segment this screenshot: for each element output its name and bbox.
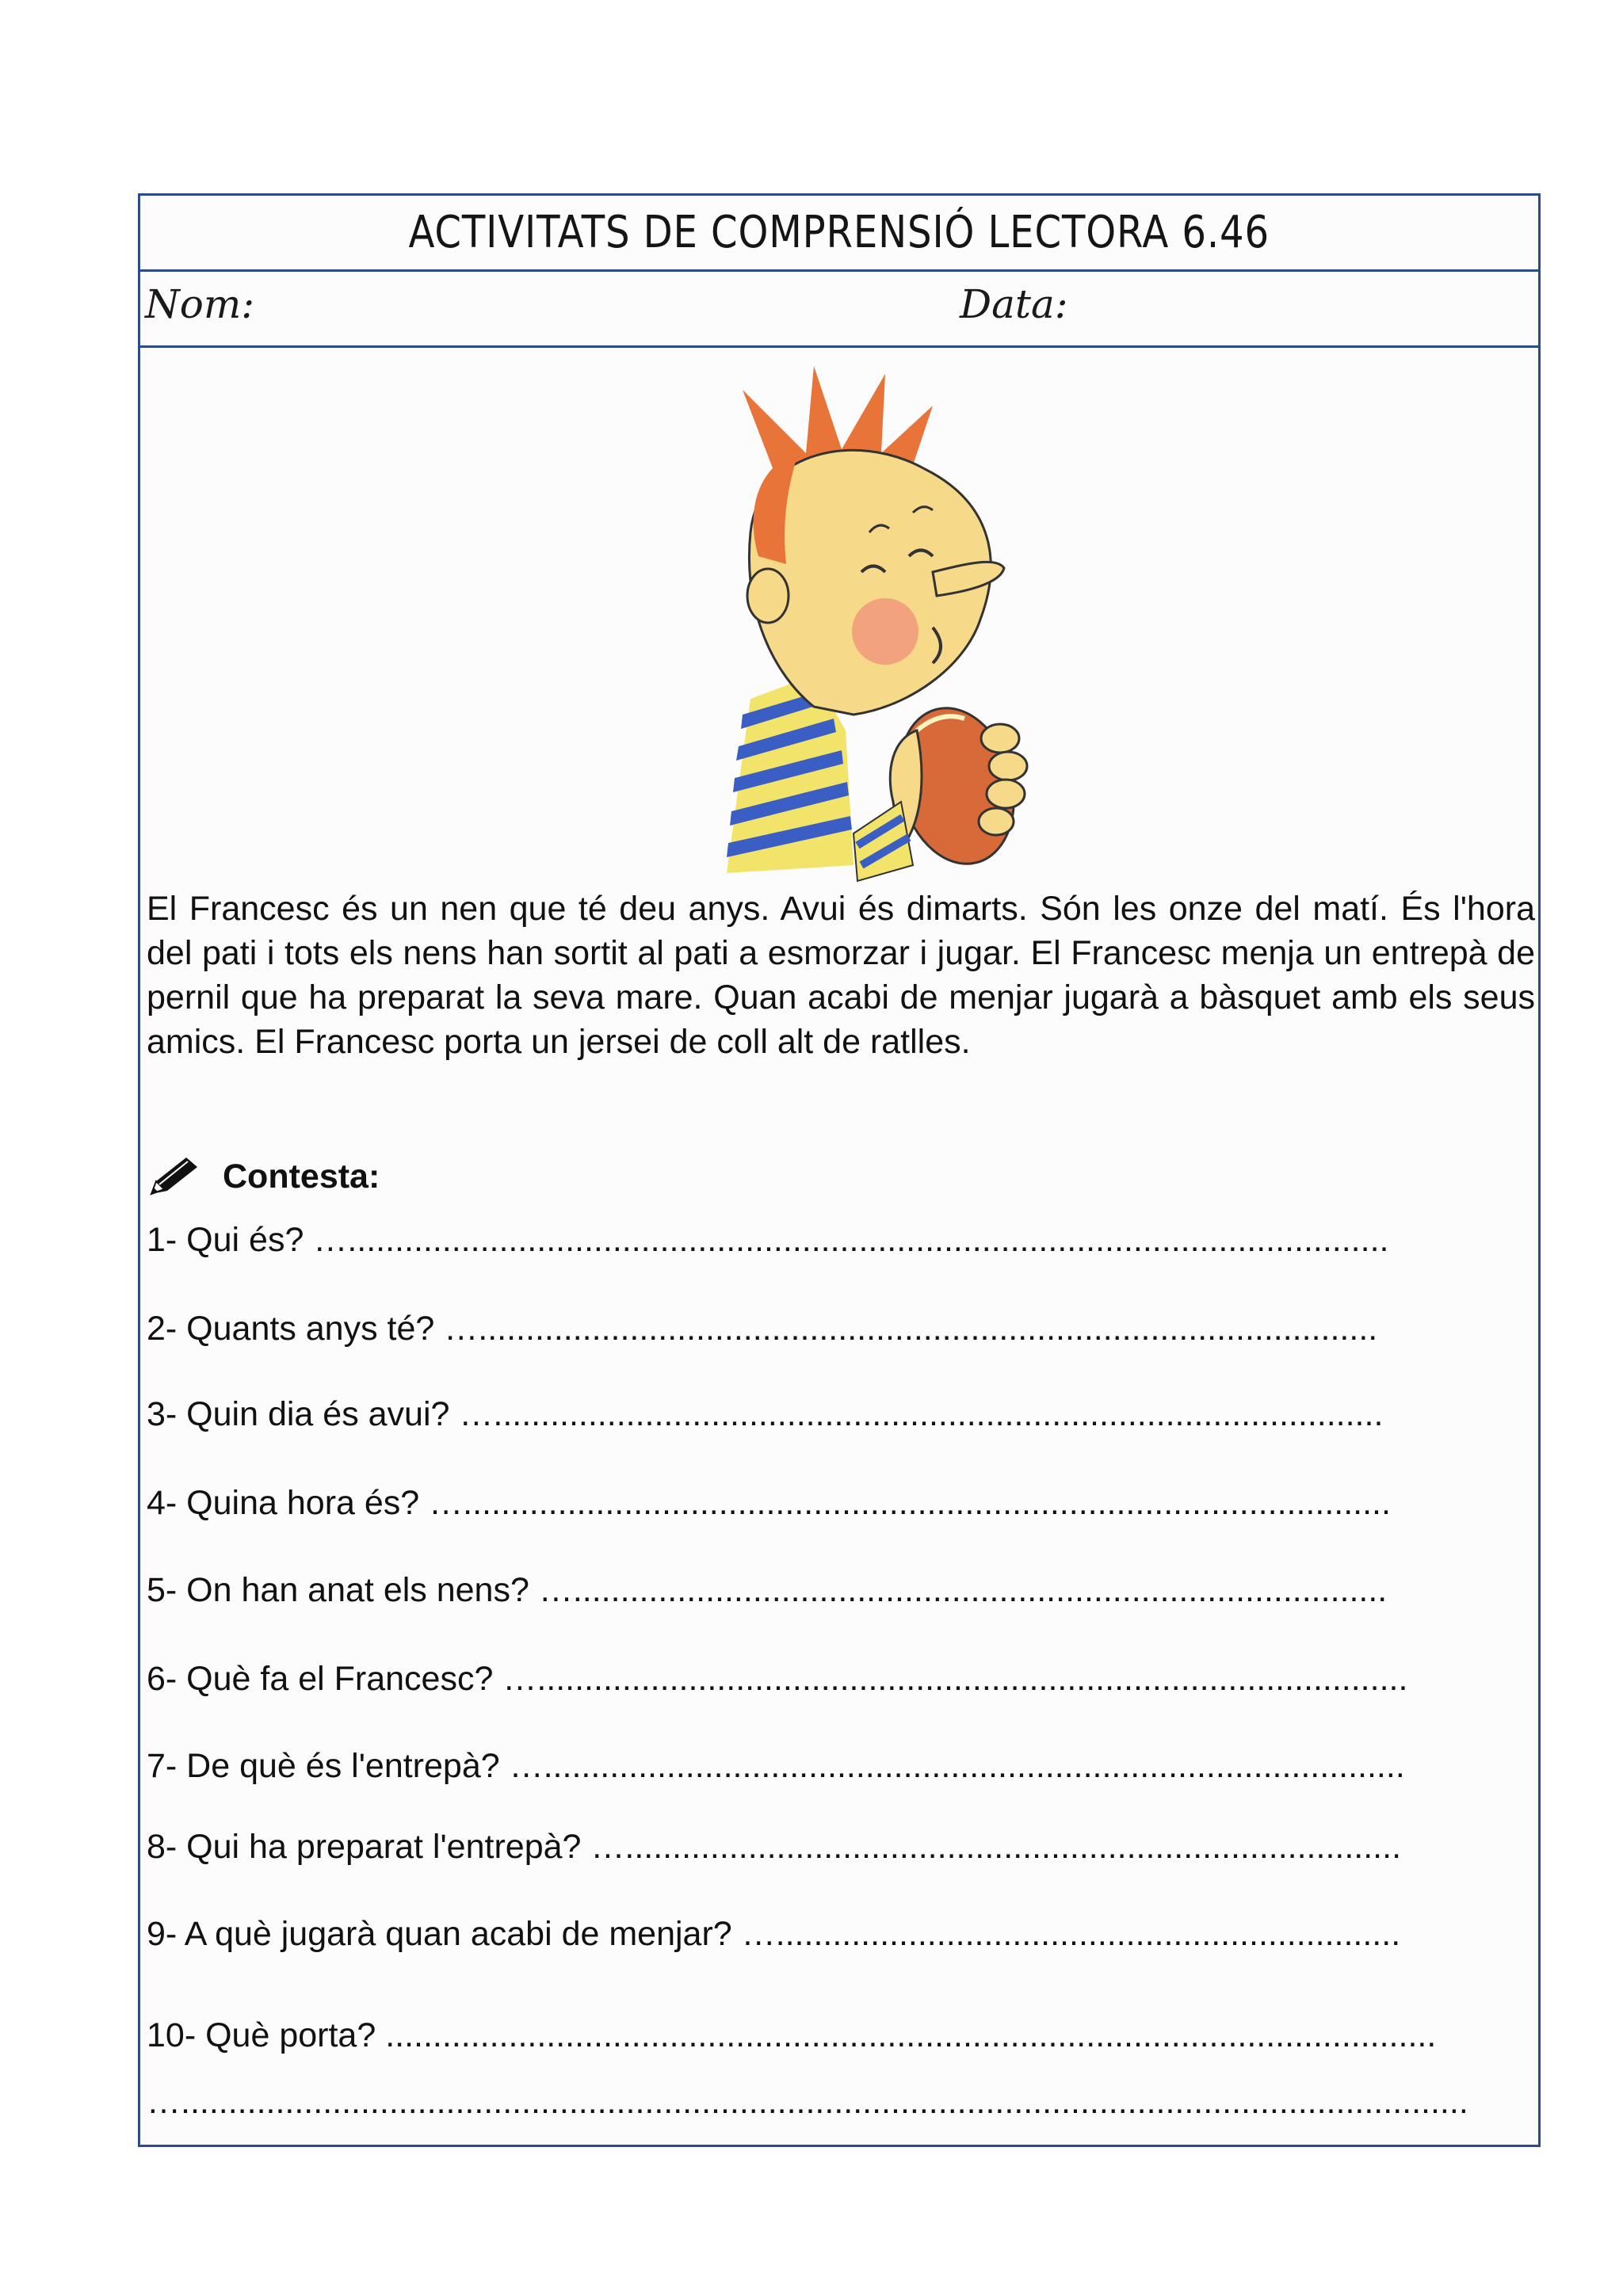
date-label: Data: [960,281,1068,327]
question-5: 5- On han anat els nens? …...................................................................................... [147,1571,1388,1609]
boy-eating-sandwich-illustration [695,358,1060,889]
question-9: 9- A què jugarà quan acabi de menjar? ….................................................................. [147,1915,1401,1953]
name-label: Nom: [145,281,255,327]
question-2: 2- Quants anys té? …............................................................................................... [147,1310,1378,1348]
question-8: 8- Qui ha preparat l'entrepà? ….................................................................................. [147,1828,1402,1866]
contesta-row [147,1153,380,1200]
ear [747,569,789,623]
page-title: ACTIVITATS DE COMPRENSIÓ LECTORA 6.46 [408,207,1270,258]
question-3: 3- Quin dia és avui? ….............................................................................................. [147,1395,1384,1433]
cheek [852,598,918,665]
worksheet [138,193,1541,2147]
answer-line: …........................................................................................................................................ [147,2083,1468,2121]
contesta-label: Contesta: [223,1157,380,1196]
name-date-row [140,272,1538,348]
question-1: 1- Qui és? ….............................................................................................................. [147,1221,1389,1259]
question-6: 6- Què fa el Francesc? …............................................................................................ [147,1660,1408,1698]
pencil-icon [147,1154,202,1199]
question-4: 4- Quina hora és? ….................................................................................................. [147,1484,1391,1522]
question-7: 7- De què és l'entrepà? …........................................................................................... [147,1747,1405,1785]
question-10: 10- Què porta? ............................................................................................................... [147,2016,1437,2054]
title-row [140,196,1538,272]
reading-passage: El Francesc és un nen que té deu anys. Avui és dimarts. Són les onze del matí. És l'hora del pati i tots els nens han sortit al pati a esmorzar i jugar. El Francesc menja un entrepà de pernil que ha preparat la seva mare. Quan acabi de menjar jugarà a bàsquet amb els seus amics. El Francesc porta un jersei de coll alt de ratlles. [147,890,1535,1061]
